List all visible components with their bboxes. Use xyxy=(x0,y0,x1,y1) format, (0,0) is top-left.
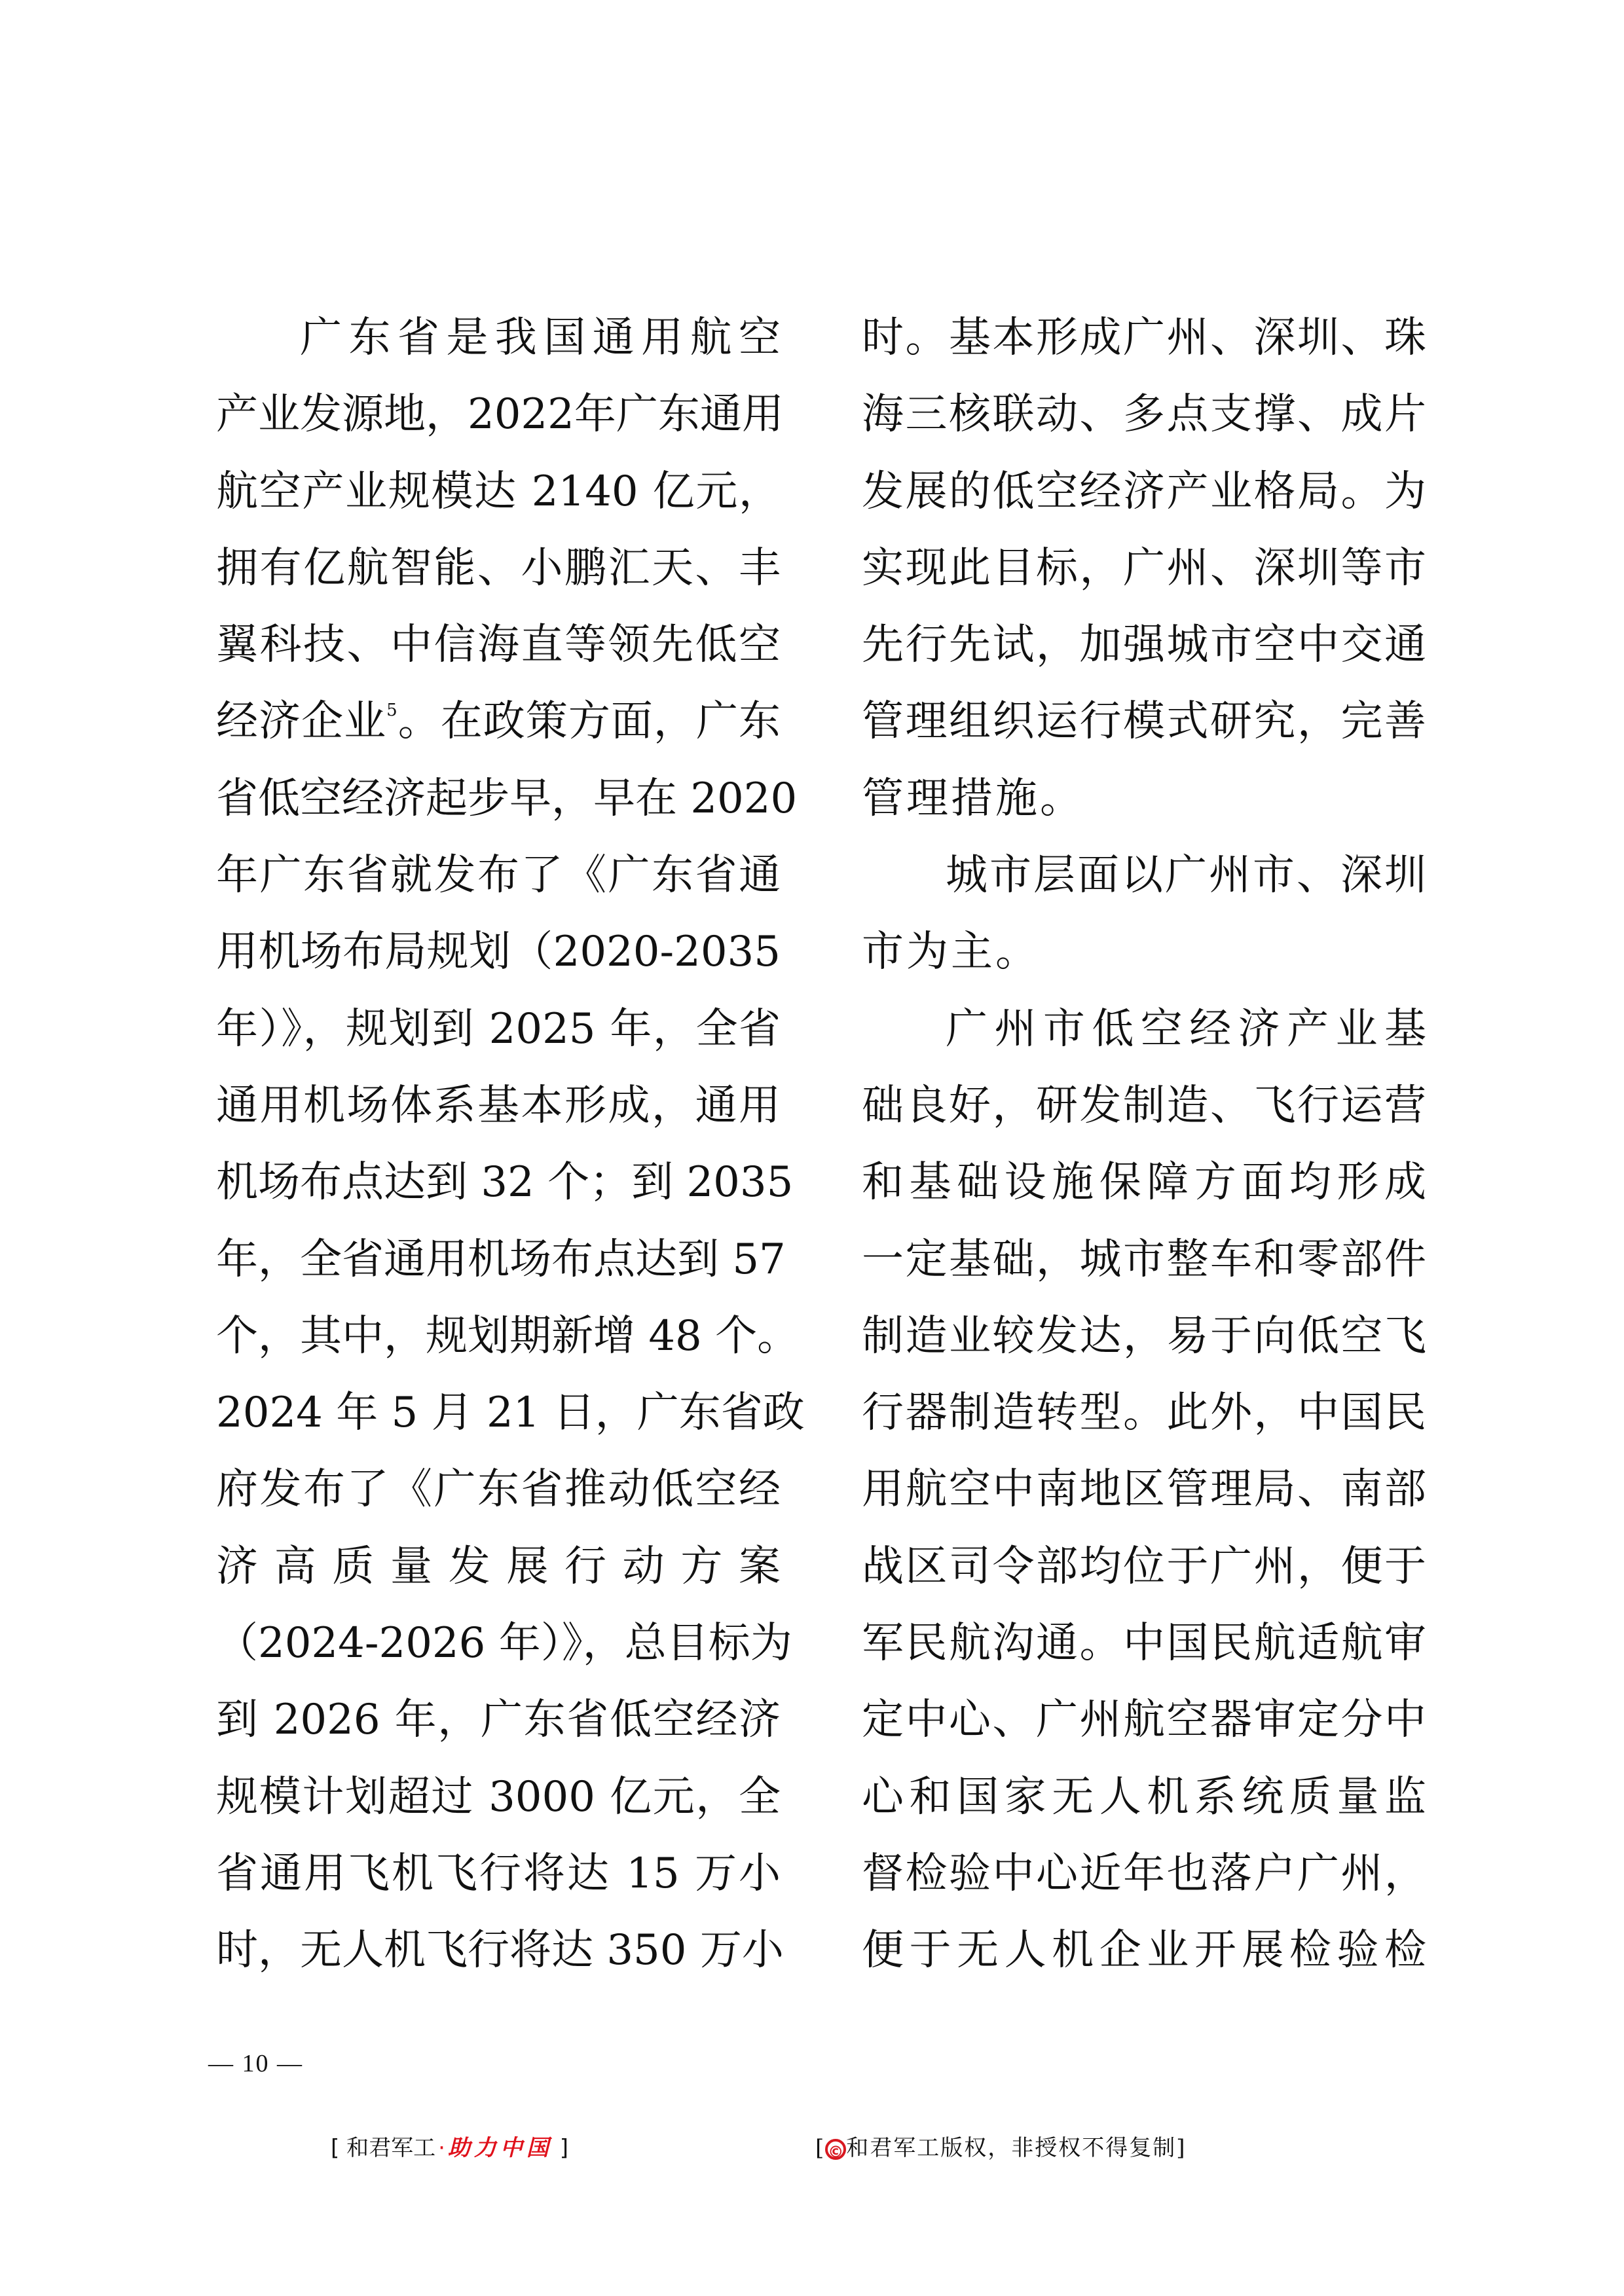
bracket-open: [ xyxy=(331,2135,347,2161)
text-segment: 。在政策方面，广东 xyxy=(397,697,781,746)
text-line: 年）》，规划到 2025 年，全省 xyxy=(216,1004,781,1053)
text-line: 制造业较发达，易于向低空飞 xyxy=(862,1311,1426,1360)
text-line: （2024-2026 年）》，总目标为 xyxy=(216,1619,792,1668)
text-line: 定中心、广州航空器审定分中 xyxy=(862,1696,1426,1745)
footnote-marker[interactable]: 5 xyxy=(386,701,397,721)
text-line: 拥有亿航智能、小鹏汇天、丰 xyxy=(216,543,781,592)
text-line: 府发布了《广东省推动低空经 xyxy=(216,1465,781,1514)
text-line: 督检验中心近年也落户广州， xyxy=(862,1849,1426,1898)
text-line: 发展的低空经济产业格局。为 xyxy=(862,467,1426,516)
text-line: 到 2026 年，广东省低空经济 xyxy=(216,1696,781,1745)
bracket-open: [ xyxy=(815,2135,826,2161)
bracket-close: ] xyxy=(1176,2135,1187,2161)
brand-name: 和君军工 xyxy=(346,2135,436,2161)
text-line: 便于无人机企业开展检验检 xyxy=(862,1926,1426,1975)
text-line: 年广东省就发布了《广东省通 xyxy=(216,851,781,900)
text-line: 海三核联动、多点支撑、成片 xyxy=(862,390,1426,439)
text-line: 省通用飞机飞行将达 15 万小 xyxy=(216,1849,781,1898)
text-line: 时。基本形成广州、深圳、珠 xyxy=(862,314,1426,362)
text-line: 翼科技、中信海直等领先低空 xyxy=(216,621,781,670)
bracket-close: ] xyxy=(552,2135,568,2161)
copyright-text: 和君军工版权，非授权不得复制 xyxy=(846,2135,1177,2161)
text-line: 个，其中，规划期新增 48 个。 xyxy=(216,1311,800,1360)
footer-brand xyxy=(331,2130,568,2162)
paragraph-start-line: 城市层面以广州市、深圳 xyxy=(946,851,1426,900)
brand-slogan: 助力中国 xyxy=(447,2135,553,2161)
text-line: 管理组织运行模式研究，完善 xyxy=(862,697,1426,746)
text-line: 2024 年 5 月 21 日，广东省政 xyxy=(216,1389,805,1438)
text-line: 战区司令部均位于广州，便于 xyxy=(862,1542,1426,1591)
left-text-column xyxy=(216,300,805,1990)
text-line: 军民航沟通。中国民航适航审 xyxy=(862,1619,1426,1668)
text-line: 用航空中南地区管理局、南部 xyxy=(862,1465,1426,1514)
text-line: 济 高 质 量 发 展 行 动 方 案 xyxy=(216,1542,781,1591)
text-line: 市为主。 xyxy=(862,928,1040,977)
text-line: 产业发源地，2022年广东通用 xyxy=(216,390,784,439)
text-line: 实现此目标，广州、深圳等市 xyxy=(862,543,1426,592)
copyright-icon: © xyxy=(825,2139,846,2160)
text-line-with-footnote xyxy=(216,683,781,760)
text-line: 航空产业规模达 2140 亿元， xyxy=(216,467,781,516)
text-line: 通用机场体系基本形成，通用 xyxy=(216,1081,781,1130)
text-line: 和基础设施保障方面均形成 xyxy=(862,1158,1426,1207)
text-line: 一定基础，城市整车和零部件 xyxy=(862,1235,1426,1284)
paragraph-start-line: 广州市低空经济产业基 xyxy=(946,1004,1426,1053)
text-line: 省低空经济起步早，早在 2020 xyxy=(216,774,798,823)
right-text-column xyxy=(862,300,1426,1990)
text-line: 时，无人机飞行将达 350 万小 xyxy=(216,1926,784,1975)
text-line: 规模计划超过 3000 亿元，全 xyxy=(216,1772,781,1821)
page-number: — 10 — xyxy=(208,2050,303,2077)
text-line: 用机场布局规划（2020-2035 xyxy=(216,928,781,977)
text-line: 础良好，研发制造、飞行运营 xyxy=(862,1081,1426,1130)
text-line: 年，全省通用机场布点达到 57 xyxy=(216,1235,786,1284)
footer-copyright xyxy=(815,2130,1187,2162)
text-line: 心和国家无人机系统质量监 xyxy=(862,1772,1426,1821)
text-segment: 经济企业 xyxy=(216,697,387,746)
text-line: 机场布点达到 32 个；到 2035 xyxy=(216,1158,794,1207)
text-line: 广东省是我国通用航空 xyxy=(300,314,781,362)
text-line: 行器制造转型。此外，中国民 xyxy=(862,1389,1426,1438)
text-line: 先行先试，加强城市空中交通 xyxy=(862,621,1426,670)
separator-dot: · xyxy=(438,2135,445,2161)
text-line: 管理措施。 xyxy=(862,774,1084,823)
